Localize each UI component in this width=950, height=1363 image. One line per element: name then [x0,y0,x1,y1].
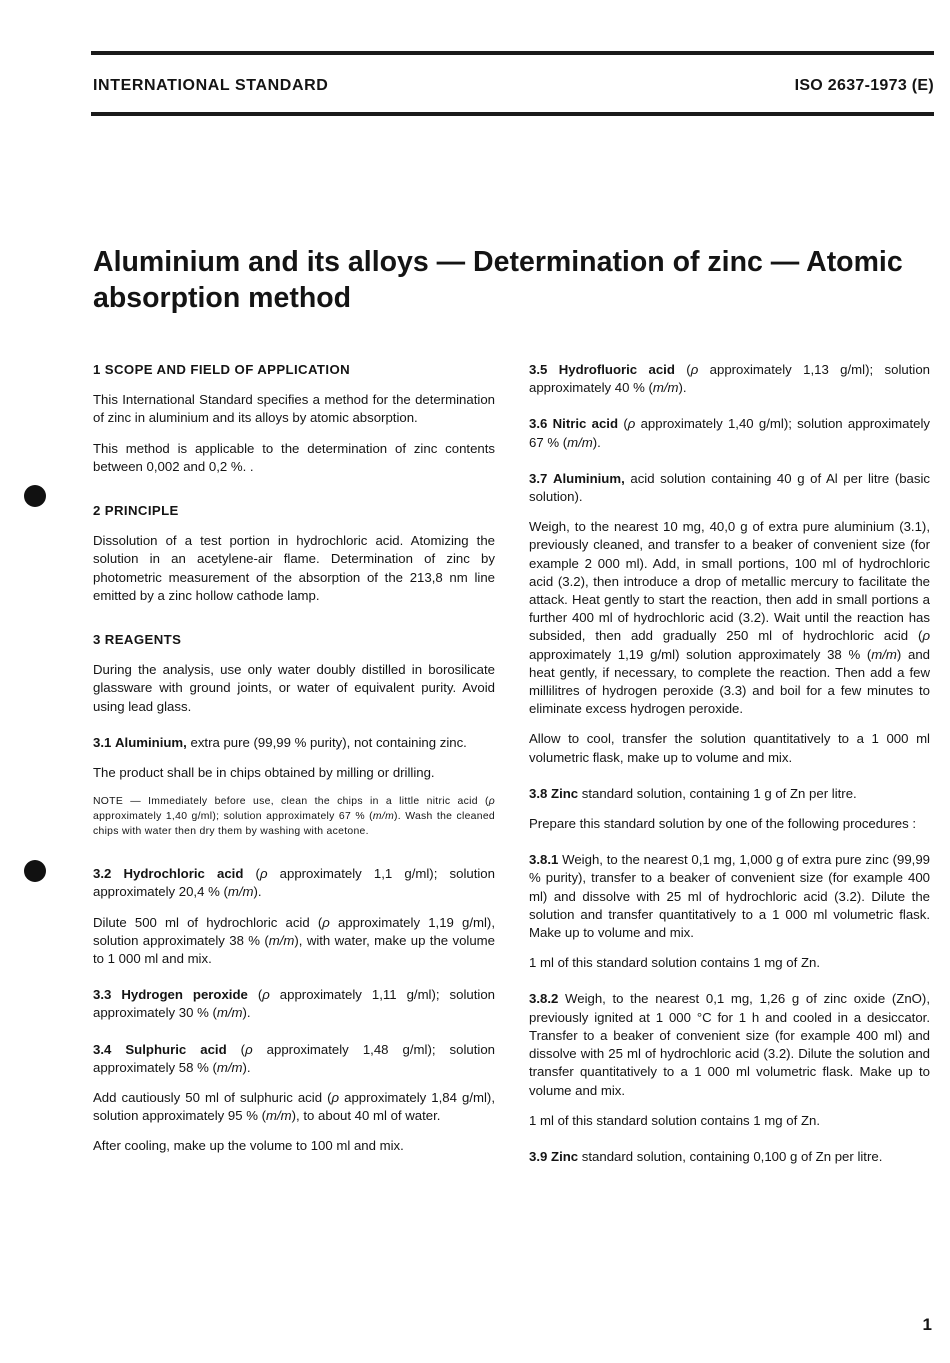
paragraph: This International Standard specifies a method for the determination of zinc in aluminium and its alloys by atomic absorption. [93,392,495,426]
binding-hole-icon [24,860,46,882]
paragraph: Add cautiously 50 ml of sulphuric acid (ρ approximately 1,84 g/ml), solution approximately 95 % (m/m), to about 40 ml of water. [93,1090,495,1124]
section-heading: 3 REAGENTS [93,632,182,648]
reagent-3-9: 3.9 Zinc standard solution, containing 0,100 g of Zn per litre. [529,1148,883,1164]
section-heading: 1 SCOPE AND FIELD OF APPLICATION [93,362,351,377]
standard-number: ISO 2637-1973 (E) [794,77,934,94]
note: NOTE — Immediately before use, clean the chips in a little nitric acid (ρ approximately 1,40 g/ml); solution approximately 67 % (m/m). Wash the cleaned chips with water then dry them by washing with acetone. [93,796,495,838]
paragraph: Dilute 500 ml of hydrochloric acid (ρ approximately 1,19 g/ml), solution approximately 38 % (m/m), with water, make up the volume to 1 000 ml and mix. [93,914,495,967]
left-column [93,361,495,1156]
document-title [93,244,933,316]
reagent-3-4: 3.4 Sulphuric acid (ρ approximately 1,48 g/ml); solution approximately 58 % (m/m). [93,1041,495,1075]
reagent-3-3: 3.3 Hydrogen peroxide (ρ approximately 1,11 g/ml); solution approximately 30 % (m/m). [93,987,495,1021]
paragraph: Allow to cool, transfer the solution quantitatively to a 1 000 ml volumetric flask, make up to volume and mix. [529,731,930,765]
paragraph: 1 ml of this standard solution contains 1 mg of Zn. [529,1112,821,1128]
reagent-3-5: 3.5 Hydrofluoric acid (ρ approximately 1,13 g/ml); solution approximately 40 % (m/m). [529,362,930,396]
reagent-3-1: 3.1 Aluminium, extra pure (99,99 % purity), not containing zinc. [93,734,467,750]
reagent-3-2: 3.2 Hydrochloric acid (ρ approximately 1,1 g/ml); solution approximately 20,4 % (m/m). [93,866,495,900]
header-top-rule [91,51,934,55]
title-line-2: absorption method [93,282,352,314]
paragraph: Prepare this standard solution by one of the following procedures : [529,816,917,832]
paragraph: This method is applicable to the determination of zinc contents between 0,002 and 0,2 %. . [93,440,495,474]
standard-label: INTERNATIONAL STANDARD [93,77,329,94]
reagent-3-8: 3.8 Zinc standard solution, containing 1 g of Zn per litre. [529,785,857,801]
paragraph: Weigh, to the nearest 10 mg, 40,0 g of extra pure aluminium (3.1), previously cleaned, and transfer to a beaker of convenient size (for example 2 000 ml). Add, in small portions, 100 ml of hydrochloric acid (3.2), then introduce a drop of metallic mercury to facilitate the attack. Heat gently to start the reaction, then add in small portions a further 400 ml of hydrochloric acid (3.2). Wait until the reaction has subsided, then add gradually 250 ml of hydrochloric acid (ρ approximately 1,19 g/ml) solution approximately 38 % (m/m) and heat gently, if necessary, to complete the reaction. Then add a few millilitres of hydrogen peroxide (3.3) and boil for a few minutes to eliminate excess hydrogen peroxide. [529,519,930,717]
page-number: 1 [922,1315,932,1334]
paragraph: Dissolution of a test portion in hydrochloric acid. Atomizing the solution in an acetylene-air flame. Determination of zinc by photometric measurement of the absorption of the 213,8 nm line emitted by a zinc hollow cathode lamp. [93,533,495,603]
reagent-3-6: 3.6 Nitric acid (ρ approximately 1,40 g/ml); solution approximately 67 % (m/m). [529,416,930,450]
paragraph: After cooling, make up the volume to 100 ml and mix. [93,1138,404,1154]
reagent-3-7: 3.7 Aluminium, acid solution containing 40 g of Al per litre (basic solution). [529,470,930,505]
right-column [529,361,930,1166]
header-bottom-rule [91,112,934,116]
paragraph: During the analysis, use only water doubly distilled in borosilicate glassware with ground joints, or water of equivalent purity. Avoid using lead glass. [93,662,495,714]
binding-hole-icon [24,485,46,507]
title-line-1: Aluminium and its alloys — Determination of zinc — Atomic [93,246,903,278]
paragraph: The product shall be in chips obtained by milling or drilling. [93,765,435,781]
procedure-3-8-1: 3.8.1 Weigh, to the nearest 0,1 mg, 1,000 g of extra pure zinc (99,99 % purity), transfer to a beaker of convenient size (for example 400 ml) and dissolve with 25 ml of hydrochloric acid (3.2). Dilute the solution and transfer quantitatively to a 1 000 ml volumetric flask. Make up to volume and mix. [529,852,930,941]
paragraph: 1 ml of this standard solution contains 1 mg of Zn. [529,955,821,971]
section-heading: 2 PRINCIPLE [93,503,179,519]
procedure-3-8-2: 3.8.2 Weigh, to the nearest 0,1 mg, 1,26 g of zinc oxide (ZnO), previously ignited at 1 000 °C for 1 h and cooled in a desiccator. Transfer to a beaker of convenient size (for example 400 ml) and dissolve with 25 ml of hydrochloric acid (3.2). Dilute the solution and transfer quantitatively to a 1 000 ml volumetric flask. Make up to volume and mix. [529,991,930,1098]
